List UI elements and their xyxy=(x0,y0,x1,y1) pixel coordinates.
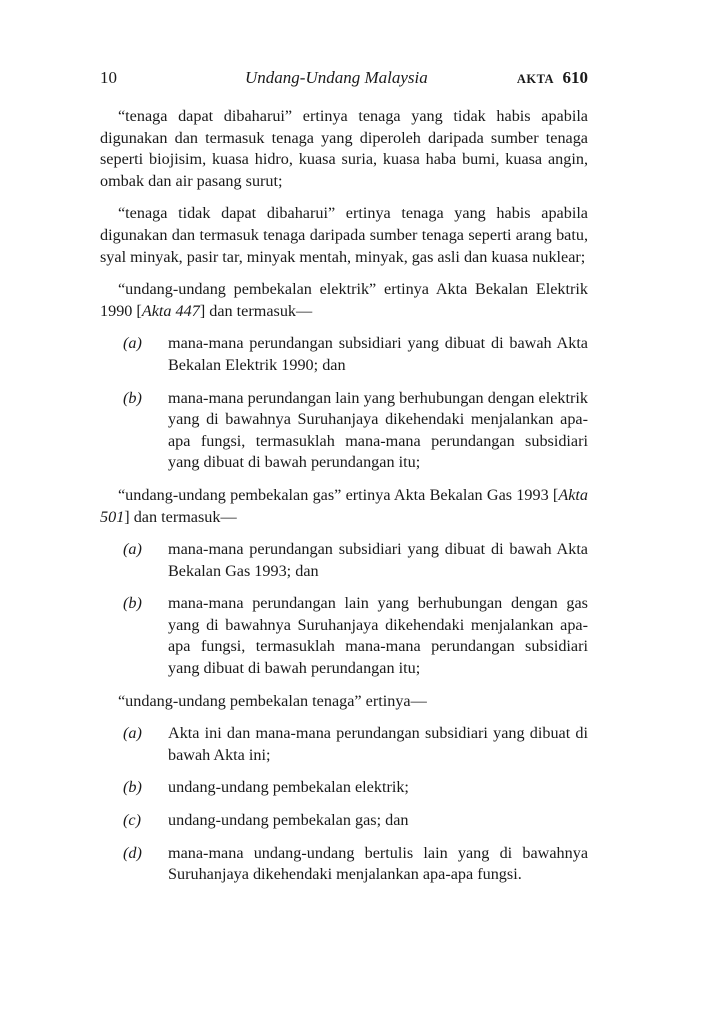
item-label: (b) xyxy=(123,594,142,613)
item-label: (a) xyxy=(123,540,142,559)
item-text: undang-undang pembekalan elektrik; xyxy=(168,778,409,797)
item-text: mana-mana perundangan lain yang berhubungan dengan elektrik yang di bawahnya Suruhanjaya dikehendaki menjalankan apa-apa fungsi, termasuklah mana-mana perundangan subsidiari yang dibuat di bawah perundangan itu; xyxy=(168,388,588,472)
item-label: (b) xyxy=(123,778,142,797)
document-page xyxy=(100,68,588,897)
definition-text-before: “undang-undang pembekalan elektrik” ertinya Akta Bekalan Elektrik 1990 [ xyxy=(100,280,588,320)
item-label: (d) xyxy=(123,843,142,862)
item-text: Akta ini dan mana-mana perundangan subsidiari yang dibuat di bawah Akta ini; xyxy=(168,724,588,764)
item-label: (a) xyxy=(123,724,142,743)
running-title: Undang-Undang Malaysia xyxy=(245,68,428,87)
act-word: AKTA xyxy=(516,72,554,86)
item-text: mana-mana undang-undang bertulis lain yang di bawahnya Suruhanjaya dikehendaki menjalankan apa-apa fungsi. xyxy=(168,843,588,884)
page-header xyxy=(100,68,588,92)
list-item xyxy=(123,843,588,886)
definitions-body xyxy=(100,106,588,886)
list-item xyxy=(123,333,588,376)
act-reference: Akta 447 xyxy=(141,301,200,320)
definition-renewable-energy: “tenaga dapat dibaharui” ertinya tenaga yang tidak habis apabila digunakan dan termasuk tenaga yang diperoleh daripada sumber tenaga seperti biojisim, kuasa hidro, kuasa suria, kuasa haba bumi, kuasa angin, ombak dan air pasang surut; xyxy=(100,107,588,190)
list-item xyxy=(123,593,588,679)
item-label: (a) xyxy=(123,334,142,353)
definition-electricity-supply-laws xyxy=(100,279,588,322)
page-number: 10 xyxy=(100,68,117,87)
item-label: (b) xyxy=(123,388,142,407)
item-text: mana-mana perundangan subsidiari yang dibuat di bawah Akta Bekalan Elektrik 1990; dan xyxy=(168,334,588,374)
definition-gas-supply-laws xyxy=(100,485,588,528)
list-item xyxy=(123,810,588,832)
definition-text-after: ] dan termasuk— xyxy=(124,507,237,526)
definition-text-after: ] dan termasuk— xyxy=(199,301,313,320)
definition-energy-supply-laws: “undang-undang pembekalan tenaga” ertinya— xyxy=(118,691,427,710)
definition-nonrenewable-energy: “tenaga tidak dapat dibaharui” ertinya tenaga yang habis apabila digunakan dan termasuk tenaga daripada sumber tenaga seperti arang batu, syal minyak, pasir tar, minyak mentah, minyak, gas asli dan kuasa nuklear; xyxy=(100,204,588,266)
item-label: (c) xyxy=(123,811,141,830)
item-text: mana-mana perundangan subsidiari yang dibuat di bawah Akta Bekalan Gas 1993; dan xyxy=(168,540,588,580)
act-label xyxy=(517,68,588,88)
item-text: mana-mana perundangan lain yang berhubungan dengan gas yang di bawahnya Suruhanjaya dikehendaki menjalankan apa-apa fungsi, termasuklah mana-mana perundangan subsidiari yang dibuat di bawah perundangan itu; xyxy=(168,594,588,678)
item-text: undang-undang pembekalan gas; dan xyxy=(168,811,409,830)
act-reference: Akta 501 xyxy=(100,485,588,526)
list-item xyxy=(123,723,588,766)
act-number: 610 xyxy=(562,68,588,87)
list-item xyxy=(123,777,588,799)
list-item xyxy=(123,539,588,582)
list-item xyxy=(123,388,588,474)
definition-text-before: “undang-undang pembekalan gas” ertinya Akta Bekalan Gas 1993 [ xyxy=(118,485,559,504)
